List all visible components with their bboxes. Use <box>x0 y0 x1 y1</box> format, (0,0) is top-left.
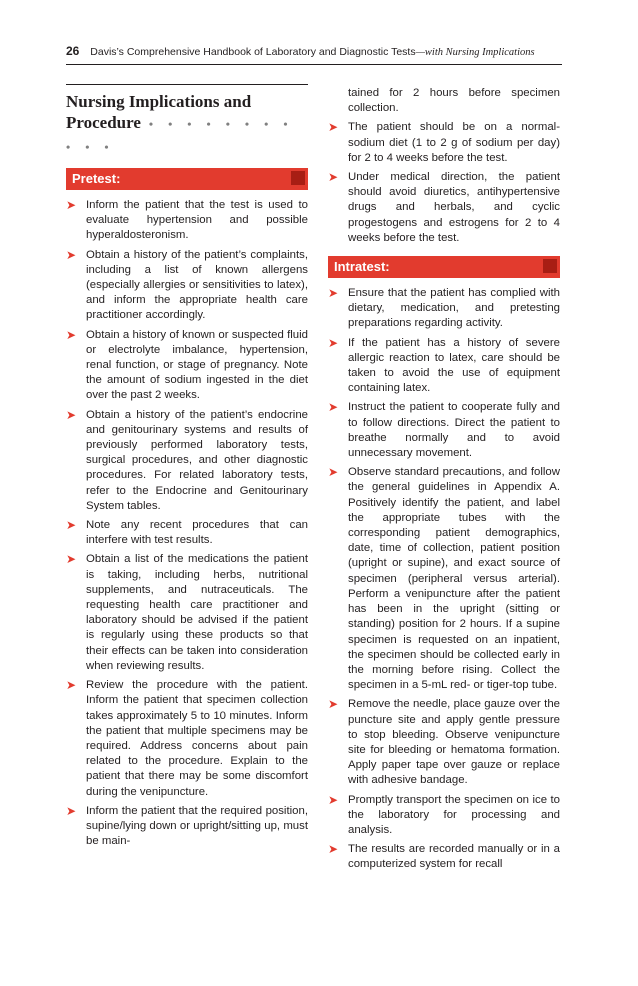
list-item: ➤ The results are recorded manually or in a computerized system for recall <box>328 842 560 871</box>
pretest-list <box>66 198 308 849</box>
intratest-label: Intratest: <box>334 259 390 275</box>
arrow-bullet-icon: ➤ <box>328 842 339 857</box>
section-title-line1: Nursing Implications and <box>66 92 252 111</box>
list-item: ➤ The patient should be on a normal-sodium diet (1 to 2 g of sodium per day) for 2 to 4 weeks before the test. <box>328 120 560 164</box>
list-item: ➤ Obtain a list of the medications the patient is taking, including herbs, nutritional supplements, and nutraceuticals. The requesting health care practitioner and laboratory should be advised if the patient is regularly using these products so that their effects can be taken into consideration when reviewing results. <box>66 552 308 672</box>
pretest-heading <box>66 168 308 190</box>
pretest-label: Pretest: <box>72 171 121 186</box>
section-dots: • • • • • • • • • • • <box>66 117 294 154</box>
heading-square-icon <box>543 259 557 273</box>
arrow-bullet-icon: ➤ <box>328 792 339 807</box>
arrow-bullet-icon: ➤ <box>66 678 77 693</box>
arrow-bullet-icon: ➤ <box>328 286 339 301</box>
arrow-bullet-icon: ➤ <box>328 170 339 185</box>
right-column <box>328 86 560 877</box>
page-number: 26 <box>66 44 80 58</box>
list-item: ➤ Note any recent procedures that can interfere with test results. <box>66 518 308 547</box>
list-item: ➤ Inform the patient that the test is used to evaluate hypertension and possible hyperaldosteronism. <box>66 198 308 242</box>
list-item: ➤ Observe standard precautions, and follow the general guidelines in Appendix A. Positively identify the patient, and label the appropriate tubes with the corresponding patient demographics, date, time of collection, patient position (upright or supine), and exact source of specimen (peripheral versus arterial). Perform a venipuncture after the patient has been in the upright (sitting or standing) position for 2 hours. If a supine specimen is requested on an inpatient, the specimen should be collected early in the morning before rising. Collect the specimen in a 5-mL red- or tiger-top tube. <box>328 465 560 692</box>
arrow-bullet-icon: ➤ <box>66 407 77 422</box>
intratest-list <box>328 286 560 873</box>
list-item: ➤ Remove the needle, place gauze over the puncture site and apply gentle pressure to stop bleeding. Observe venipuncture site for bleeding or hematoma formation. Apply paper tape over gauze or replace with adhesive bandage. <box>328 697 560 787</box>
arrow-bullet-icon: ➤ <box>66 327 77 342</box>
section-title-line2: Procedure <box>66 113 141 132</box>
book-title: Davis’s Comprehensive Handbook of Laboratory and Diagnostic Tests <box>90 46 416 58</box>
arrow-bullet-icon: ➤ <box>328 697 339 712</box>
list-item: ➤ Promptly transport the specimen on ice to the laboratory for processing and analysis. <box>328 792 560 836</box>
arrow-bullet-icon: ➤ <box>66 803 77 818</box>
arrow-bullet-icon: ➤ <box>66 247 77 262</box>
list-item: ➤ Review the procedure with the patient. Inform the patient that specimen collection takes approximately 5 to 10 minutes. Inform the patient that multiple specimens may be required. Address concerns about pain related to the procedure. Explain to the patient that there may be some discomfort during the venipuncture. <box>66 678 308 798</box>
list-item: ➤ Obtain a history of known or suspected fluid or electrolyte imbalance, hypertension, renal function, or stage of pregnancy. Note the amount of sodium ingested in the diet over the past 2 weeks. <box>66 327 308 402</box>
pretest-list-continued <box>328 86 560 246</box>
arrow-bullet-icon: ➤ <box>66 518 77 533</box>
section-title <box>66 84 308 158</box>
list-item-continued: tained for 2 hours before specimen collection. <box>348 87 560 115</box>
arrow-bullet-icon: ➤ <box>328 465 339 480</box>
arrow-bullet-icon: ➤ <box>328 335 339 350</box>
list-item: ➤ Obtain a history of the patient’s complaints, including a list of known allergens (especially allergies or sensitivities to latex), and inform the appropriate health care practitioner accordingly. <box>66 247 308 322</box>
intratest-heading <box>328 256 560 278</box>
book-subtitle: —with Nursing Implications <box>415 47 535 58</box>
list-item: ➤ Under medical direction, the patient should avoid diuretics, antihypertensive drugs and herbals, and cyclic progestogens and estrogens for 2 to 4 weeks before the test. <box>328 170 560 244</box>
running-header <box>66 44 562 60</box>
arrow-bullet-icon: ➤ <box>328 120 339 135</box>
arrow-bullet-icon: ➤ <box>66 552 77 567</box>
left-column <box>66 84 308 853</box>
list-item: ➤ If the patient has a history of severe allergic reaction to latex, care should be taken to avoid the use of equipment containing latex. <box>328 335 560 395</box>
arrow-bullet-icon: ➤ <box>328 400 339 415</box>
list-item: ➤ Inform the patient that the required position, supine/lying down or upright/sitting up, must be main- <box>66 803 308 848</box>
list-item: ➤ Ensure that the patient has complied with dietary, medication, and pretesting preparations regarding activity. <box>328 286 560 330</box>
heading-square-icon <box>291 171 305 185</box>
arrow-bullet-icon: ➤ <box>66 198 77 212</box>
header-rule <box>66 64 562 65</box>
list-item: ➤ Obtain a history of the patient’s endocrine and genitourinary systems and results of previously performed laboratory tests, surgical procedures, and other diagnostic procedures. For related laboratory tests, refer to the Endocrine and Genitourinary System tables. <box>66 407 308 512</box>
list-item: ➤ Instruct the patient to cooperate fully and to follow directions. Direct the patient to breathe normally and to avoid unnecessary movement. <box>328 400 560 460</box>
